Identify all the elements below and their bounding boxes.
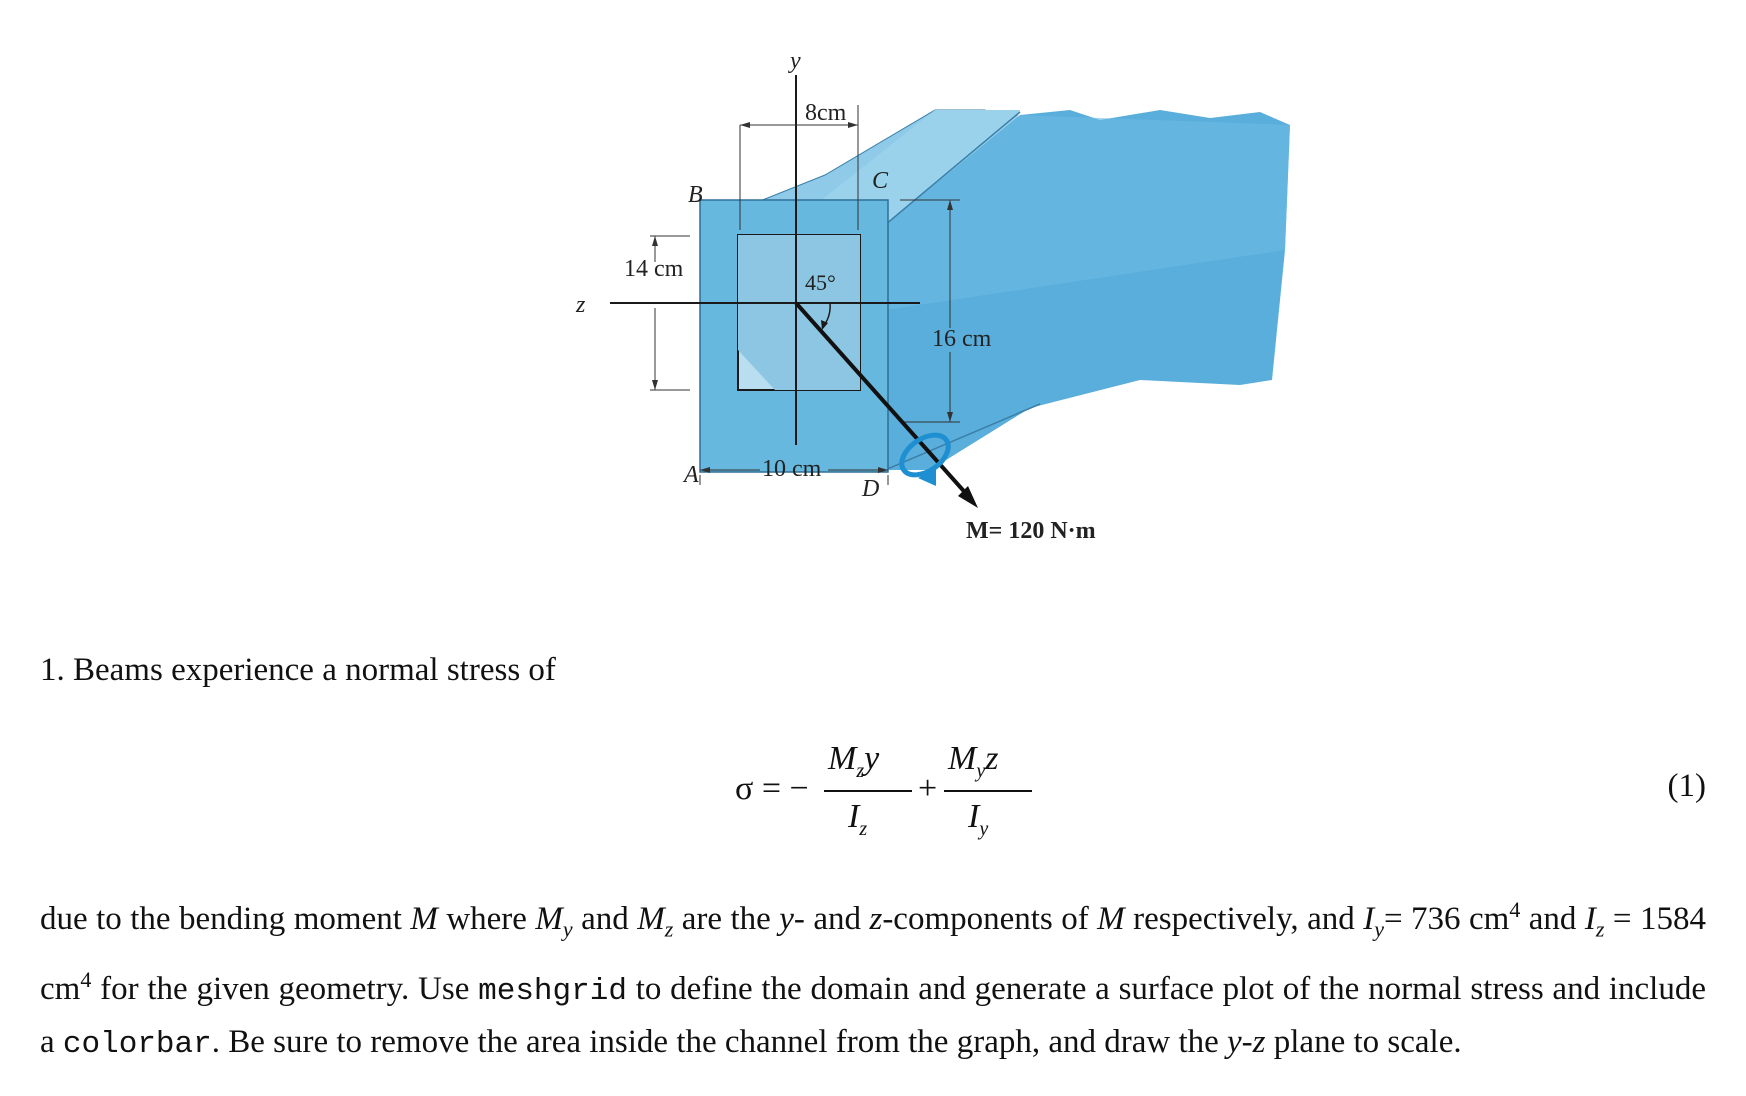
fraction2-numerator: $M_yz$ — [948, 740, 999, 782]
dimension-10cm: 10 cm — [762, 456, 822, 482]
fraction2-denominator: $I_y$ — [968, 798, 989, 840]
beam-diagram — [576, 48, 1300, 610]
code-colorbar: colorbar — [62, 1026, 212, 1062]
moment-label: M= 120 N·m — [966, 518, 1096, 544]
channel-inner-shade — [738, 235, 860, 390]
corner-label-a: A — [684, 462, 699, 488]
stress-equation — [735, 740, 1040, 860]
code-meshgrid: meshgrid — [478, 973, 627, 1009]
dimension-8cm: 8cm — [805, 100, 847, 126]
corner-label-b: B — [688, 182, 703, 208]
fraction1-bar — [824, 790, 912, 792]
problem-intro: 1. Beams experience a normal stress of — [40, 652, 556, 688]
dimension-14cm: 14 cm — [624, 256, 684, 282]
equation-lhs: σ = − — [735, 770, 809, 807]
dimension-16cm: 16 cm — [932, 326, 992, 352]
fraction2-bar — [944, 790, 1032, 792]
beam-figure — [576, 48, 1300, 610]
fraction1-denominator: $I_z$ — [848, 798, 868, 840]
fraction1-numerator: $M_zy$ — [828, 740, 880, 782]
corner-label-d: D — [862, 476, 880, 502]
angle-label: 45° — [805, 270, 836, 295]
equation-plus: + — [918, 770, 938, 807]
problem-paragraph: due to the bending moment M where $M_y$ and $M_z$ are the y- and z-components of M respectively, and $I_y= 736$ $cm^4$ and $I_z = 1584$ $cm^4$ for the given geometry. Use meshgrid to define the domain and generate a surface plot of the normal stress and include a colorbar. Be sure to remove the area inside the channel from the graph, and draw the y-z plane to scale. — [40, 897, 1706, 1062]
z-axis-label: z — [576, 292, 586, 318]
equation-number: (1) — [1667, 768, 1706, 804]
corner-label-c: C — [872, 168, 889, 194]
y-axis-label: y — [790, 48, 801, 74]
